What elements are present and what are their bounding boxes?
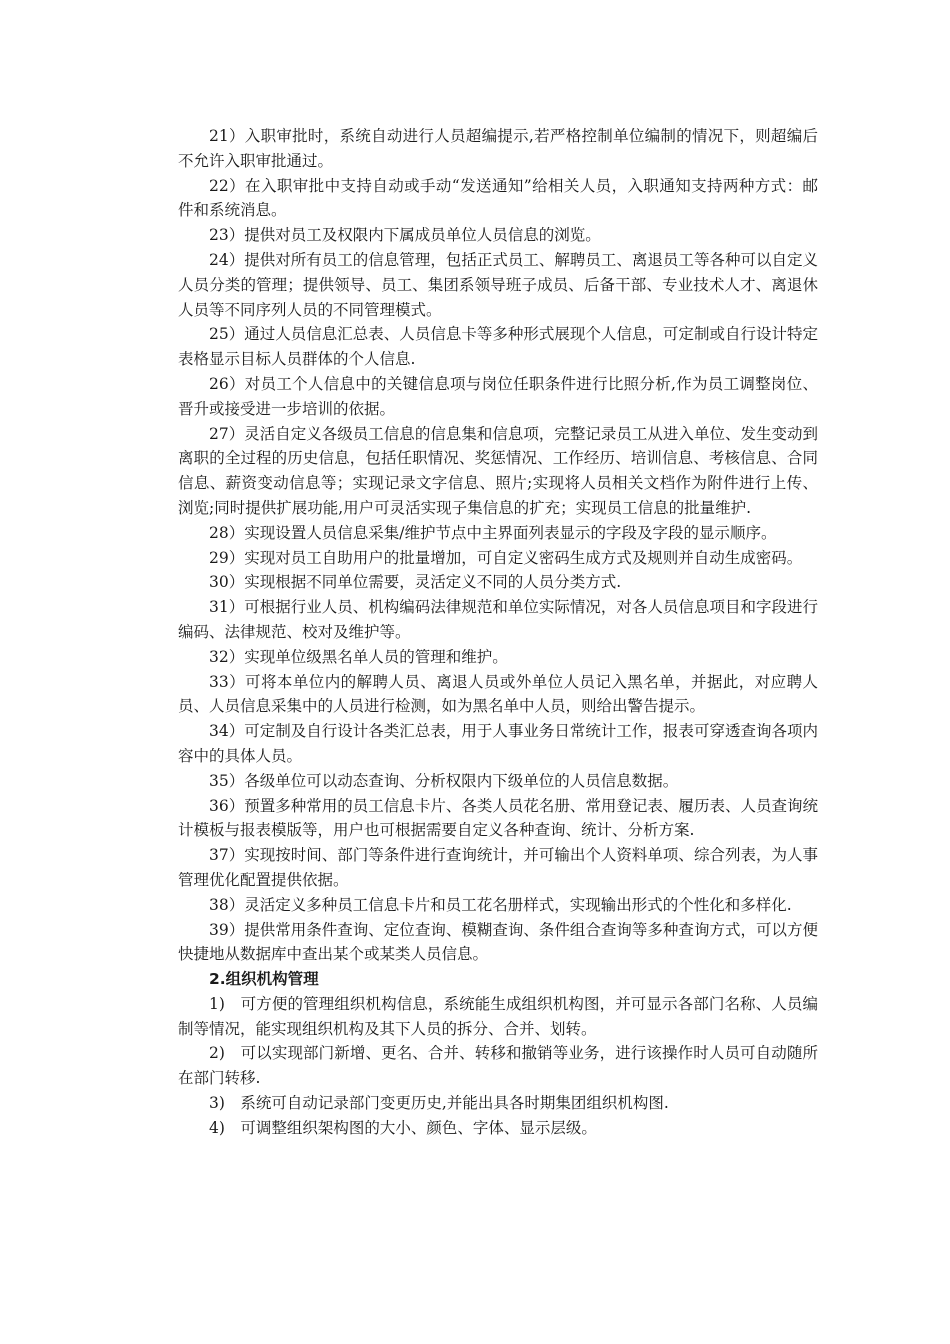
- item-26: 26）对员工个人信息中的关键信息项与岗位任职条件进行比照分析,作为员工调整岗位、晋升或接受进一步培训的依据。: [178, 374, 818, 418]
- item-36: 36）预置多种常用的员工信息卡片、各类人员花名册、常用登记表、履历表、人员查询统计模板与报表模版等，用户也可根据需要自定义各种查询、统计、分析方案.: [178, 796, 818, 840]
- org-item-2: 2) 可以实现部门新增、更名、合并、转移和撤销等业务，进行该操作时人员可自动随所在部门转移.: [178, 1044, 818, 1088]
- org-item-4: 4) 可调整组织架构图的大小、颜色、字体、显示层级。: [209, 1118, 597, 1137]
- item-23: 23）提供对员工及权限内下属成员单位人员信息的浏览。: [209, 226, 601, 245]
- item-25: 25）通过人员信息汇总表、人员信息卡等多种形式展现个人信息，可定制或自行设计特定表格显示目标人员群体的个人信息.: [178, 325, 818, 369]
- item-28: 28）实现设置人员信息采集/维护节点中主界面列表显示的字段及字段的显示顺序。: [209, 523, 777, 542]
- item-21: 21）入职审批时，系统自动进行人员超编提示,若严格控制单位编制的情况下，则超编后不允许入职审批通过。: [178, 127, 818, 170]
- item-31: 31）可根据行业人员、机构编码法律规范和单位实际情况，对各人员信息项目和字段进行编码、法律规范、校对及维护等。: [178, 598, 818, 641]
- item-22: 22）在入职审批中支持自动或手动“发送通知”给相关人员，入职通知支持两种方式：邮件和系统消息。: [178, 176, 818, 220]
- section-heading-org-management: 2.组织机构管理: [209, 970, 319, 989]
- item-27: 27）灵活自定义各级员工信息的信息集和信息项，完整记录员工从进入单位、发生变动到离职的全过程的历史信息，包括任职情况、奖惩情况、工作经历、培训信息、考核信息、合同信息、薪资变动信息等；实现记录文字信息、照片;实现将人员相关文档作为附件进行上传、浏览;同时提供扩展功能,用户可灵活实现子集信息的扩充；实现员工信息的批量维护.: [178, 424, 818, 517]
- item-32: 32）实现单位级黑名单人员的管理和维护。: [209, 647, 508, 666]
- item-34: 34）可定制及自行设计各类汇总表，用于人事业务日常统计工作，报表可穿透查询各项内容中的具体人员。: [178, 722, 818, 765]
- item-35: 35）各级单位可以动态查询、分析权限内下级单位的人员信息数据。: [209, 771, 679, 790]
- item-24: 24）提供对所有员工的信息管理，包括正式员工、解聘员工、离退员工等各种可以自定义人员分类的管理；提供领导、员工、集团系领导班子成员、后备干部、专业技术人才、离退休人员等不同序列人员的不同管理模式。: [178, 250, 818, 319]
- item-37: 37）实现按时间、部门等条件进行查询统计，并可输出个人资料单项、综合列表，为人事管理优化配置提供依据。: [178, 846, 818, 889]
- item-39: 39）提供常用条件查询、定位查询、模糊查询、条件组合查询等多种查询方式，可以方便快捷地从数据库中查出某个或某类人员信息。: [178, 920, 818, 964]
- org-item-1: 1) 可方便的管理组织机构信息，系统能生成组织机构图，并可显示各部门名称、人员编制等情况，能实现组织机构及其下人员的拆分、合并、划转。: [178, 994, 818, 1038]
- org-item-3: 3) 系统可自动记录部门变更历史,并能出具各时期集团组织机构图.: [209, 1094, 669, 1113]
- item-38: 38）灵活定义多种员工信息卡片和员工花名册样式，实现输出形式的个性化和多样化.: [209, 895, 792, 914]
- item-30: 30）实现根据不同单位需要，灵活定义不同的人员分类方式.: [209, 573, 622, 592]
- item-29: 29）实现对员工自助用户的批量增加，可自定义密码生成方式及规则并自动生成密码。: [209, 548, 803, 567]
- item-33: 33）可将本单位内的解聘人员、离退人员或外单位人员记入黑名单，并据此，对应聘人员、人员信息采集中的人员进行检测，如为黑名单中人员，则给出警告提示。: [178, 672, 818, 716]
- document-page: [178, 124, 818, 1141]
